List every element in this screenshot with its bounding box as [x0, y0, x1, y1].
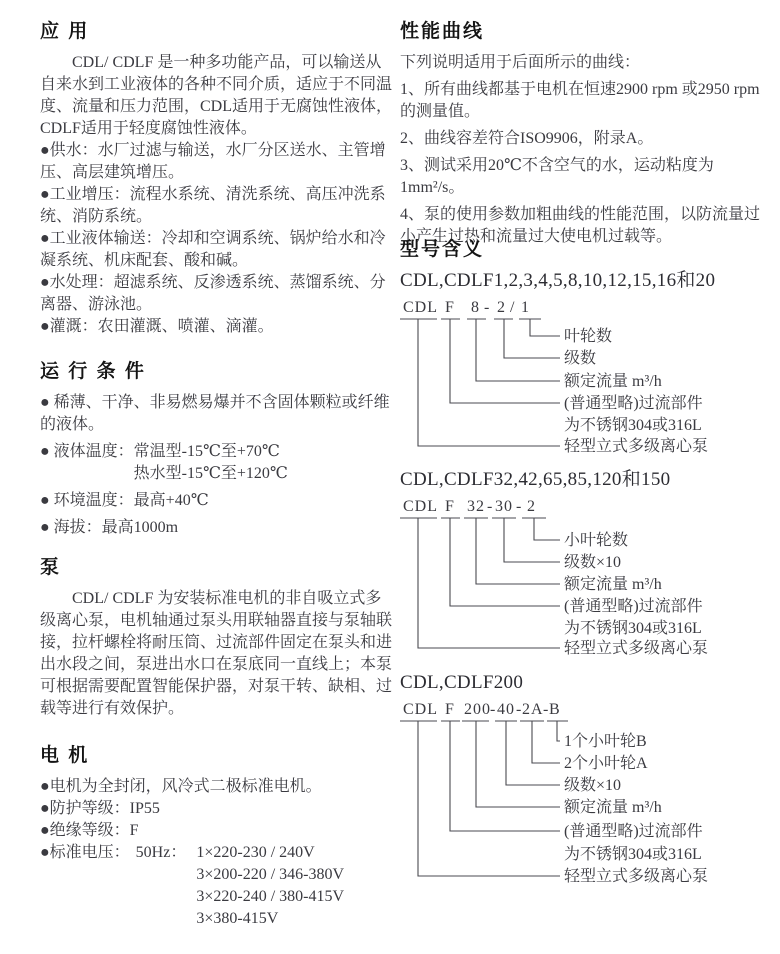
voltage-label: ●标准电压： [40, 844, 130, 861]
model-diagram-lines [400, 319, 560, 446]
model-label: 级数×10 [564, 777, 622, 794]
operating-liquid-temperature [40, 441, 392, 485]
operating-altitude: ● 海拔：最高1000m [40, 519, 179, 536]
motor-bullet-insulation-class: ●绝缘等级：F [40, 822, 139, 839]
voltage-line-3: 3×220-240 / 380-415V [196, 888, 345, 905]
voltage-line-2: 3×200-220 / 346-380V [196, 866, 345, 883]
voltage-line-1: 1×220-230 / 240V [196, 844, 315, 861]
model-label: 为不锈钢304或316L [564, 620, 702, 637]
model-label: (普通型略)过流部件 [564, 823, 703, 840]
code-token: - [490, 701, 497, 718]
code-token: CDL [403, 498, 438, 515]
section-operating-conditions [40, 356, 392, 544]
motor-bullet-type: ●电机为全封闭，风冷式二极标准电机。 [40, 778, 322, 795]
model-label: (普通型略)过流部件 [564, 395, 703, 412]
code-token: CDL [403, 299, 438, 316]
code-token: 200 [464, 701, 491, 718]
connector-line [476, 721, 560, 807]
curves-intro: 下列说明适用于后面所示的曲线： [400, 54, 641, 71]
model-label: 级数 [564, 350, 597, 367]
code-token: 32 [467, 498, 485, 515]
code-token: F [445, 498, 455, 515]
connector-line [418, 319, 560, 446]
operating-bullet-liquid: ● 稀薄、干净、非易燃易爆并不含固体颗粒或纤维的液体。 [40, 394, 390, 433]
pump-heading: 泵 [40, 557, 62, 578]
code-token: - [484, 299, 491, 316]
code-token: 40 [497, 701, 515, 718]
code-token: 8 [471, 299, 480, 316]
code-token: F [445, 701, 455, 718]
connector-line [504, 319, 560, 358]
code-token: - [543, 701, 550, 718]
voltage-frequency: 50Hz： [135, 844, 187, 861]
code-token: CDL [403, 701, 438, 718]
left-column [40, 0, 392, 954]
model-label: 级数×10 [564, 554, 622, 571]
liquid-temp-label: ● 液体温度： [40, 443, 134, 460]
model-label: 1个小叶轮B [564, 733, 647, 750]
code-token: - [516, 701, 523, 718]
model-label: 为不锈钢304或316L [564, 417, 702, 434]
model-group-title-1: CDL,CDLF1,2,3,4,5,8,10,12,15,16和20 [400, 270, 716, 291]
code-token: - [516, 498, 523, 515]
curves-heading: 性能曲线 [400, 21, 485, 42]
motor-heading: 电 机 [40, 745, 90, 766]
liquid-temp-normal: 常温型-15℃至+70℃ [133, 443, 280, 460]
liquid-temp-hot: 热水型-15℃至+120℃ [133, 465, 288, 482]
connector-line [476, 518, 560, 584]
model-label: 轻型立式多级离心泵 [564, 438, 709, 455]
right-column [400, 0, 768, 954]
operating-heading: 运 行 条 件 [40, 361, 146, 382]
model-label: 小叶轮数 [564, 532, 629, 549]
motor-standard-voltage [40, 842, 392, 930]
section-performance-curves [400, 16, 768, 253]
code-token: F [445, 299, 455, 316]
model-label: 额定流量 m³/h [564, 373, 662, 390]
connector-line [530, 319, 560, 336]
connector-line [532, 721, 560, 763]
voltage-line-4: 3×380-415V [196, 910, 279, 927]
model-group-title-3: CDL,CDLF200 [400, 672, 524, 693]
model-diagram-cdl-200 [400, 700, 752, 890]
code-token: 2 [497, 299, 506, 316]
section-application [40, 16, 392, 338]
model-label: 额定流量 m³/h [564, 576, 662, 593]
curves-note-3: 3、测试采用20℃不含空气的水，运动粘度为1mm²/s。 [400, 157, 714, 196]
code-token: / [510, 299, 516, 316]
model-diagram-cdl-32-150 [400, 497, 752, 663]
connector-line [418, 721, 560, 876]
curves-note-2: 2、曲线容差符合ISO9906，附录A。 [400, 130, 654, 147]
model-label: 为不锈钢304或316L [564, 846, 702, 863]
connector-line [534, 518, 560, 540]
application-bullet-liquid-transfer: ●工业液体输送：冷却和空调系统、锅炉给水和冷凝系统、机床配套、酸和碱。 [40, 230, 386, 269]
code-token: 1 [521, 299, 530, 316]
connector-line [506, 721, 560, 785]
model-label: 额定流量 m³/h [564, 799, 662, 816]
code-token: 2A [522, 701, 544, 718]
code-token: 2 [527, 498, 536, 515]
code-token: B [549, 701, 561, 718]
voltage-values [196, 842, 344, 930]
connector-line [557, 721, 560, 741]
application-intro: CDL/ CDLF 是一种多功能产品，可以输送从自来水到工业液体的各种不同介质，适应于不同温度、流量和压力范围，CDL适用于无腐蚀性液体，CDLF适用于轻度腐蚀性液体。 [40, 54, 393, 137]
curves-note-1: 1、所有曲线都基于电机在恒速2900 rpm 或2950 rpm 的测量值。 [400, 81, 760, 120]
section-motor [40, 740, 392, 935]
application-bullet-water-treatment: ●水处理：超滤系统、反渗透系统、蒸馏系统、分离器、游泳池。 [40, 274, 386, 313]
connector-line [450, 319, 560, 403]
connector-line [418, 518, 560, 648]
model-label: (普通型略)过流部件 [564, 598, 703, 615]
connector-line [476, 319, 560, 381]
model-label: 2个小叶轮A [564, 755, 648, 772]
pump-description: CDL/ CDLF 为安装标准电机的非自吸立式多级离心泵，电机轴通过泵头用联轴器直接与泵轴联接，拉杆螺栓将耐压筒、过流部件固定在泵头和进出水段之间，泵进出水口在泵底同一直线上；本泵可根据需要配置智能保护器，对泵干转、缺相、过载等进行有效保护。 [40, 590, 393, 717]
motor-bullet-protection-class: ●防护等级：IP55 [40, 800, 160, 817]
application-bullet-water-supply: ●供水：水厂过滤与输送，水厂分区送水、主管增压、高层建筑增压。 [40, 142, 386, 181]
connector-line [450, 721, 560, 831]
code-token: - [487, 498, 494, 515]
section-model-designation [400, 234, 768, 890]
section-pump [40, 552, 392, 720]
operating-ambient-temperature: ● 环境温度：最高+40℃ [40, 492, 209, 509]
application-heading: 应 用 [40, 21, 90, 42]
model-diagram-lines [400, 518, 560, 648]
code-token: 30 [495, 498, 513, 515]
liquid-temp-values [134, 441, 288, 485]
model-diagram-lines [400, 721, 568, 876]
model-label: 叶轮数 [564, 328, 613, 345]
model-diagram-cdl-1-20 [400, 298, 752, 460]
application-bullet-irrigation: ●灌溉：农田灌溉、喷灌、滴灌。 [40, 318, 274, 335]
model-group-title-2: CDL,CDLF32,42,65,85,120和150 [400, 469, 671, 490]
application-bullet-industrial-boost: ●工业增压：流程水系统、清洗系统、高压冲洗系统、消防系统。 [40, 186, 386, 225]
curves-note-4: 4、泵的使用参数加粗曲线的性能范围，以防流量过小产生过热和流量过大使电机过载等。 [400, 206, 761, 245]
model-label: 轻型立式多级离心泵 [564, 868, 709, 885]
models-heading: 型号含义 [400, 239, 485, 260]
model-label: 轻型立式多级离心泵 [564, 640, 709, 657]
